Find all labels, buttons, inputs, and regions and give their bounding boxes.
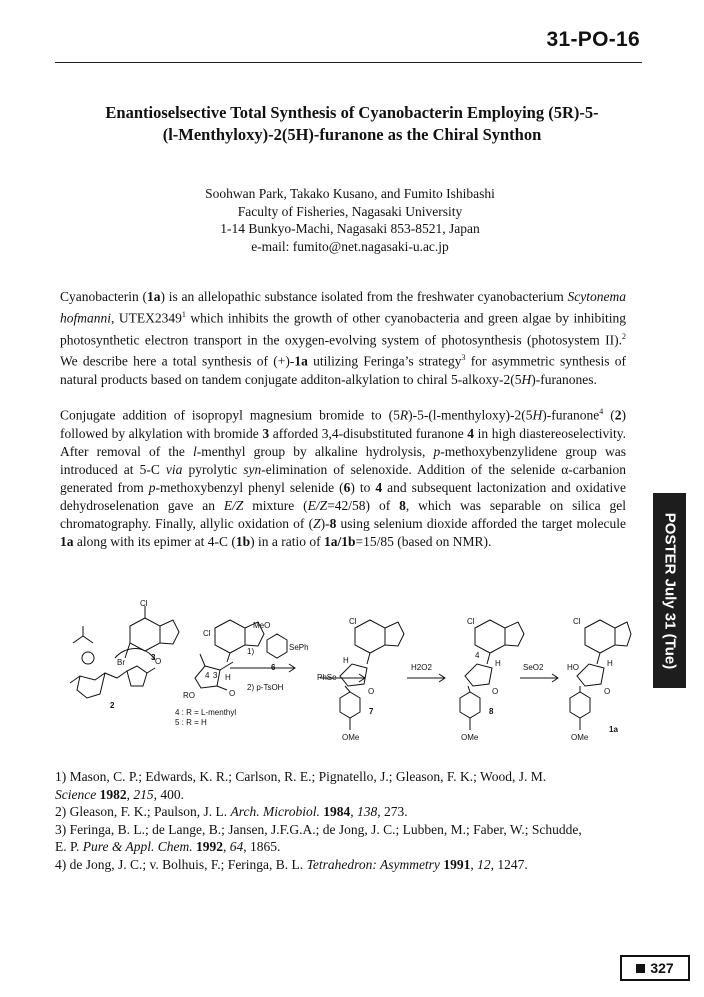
scheme-h-1a: H bbox=[607, 659, 613, 668]
scheme-label-7: 7 bbox=[369, 707, 374, 716]
scheme-label-3: 3 bbox=[151, 653, 156, 662]
scheme-cl-4: Cl bbox=[203, 629, 211, 638]
author-address: 1-14 Bunkyo-Machi, Nagasaki 853-8521, Japan bbox=[220, 221, 480, 236]
scheme-cl-7: Cl bbox=[349, 617, 357, 626]
reference-2: 2) Gleason, F. K.; Paulson, J. L. Arch. Microbiol. 1984, 138, 273. bbox=[55, 804, 408, 819]
scheme-label-2: 2 bbox=[110, 701, 115, 710]
scheme-step1: 1) bbox=[247, 647, 255, 656]
abstract-code: 31-PO-16 bbox=[546, 28, 640, 51]
scheme-num-3: 3 bbox=[213, 671, 218, 680]
page-number-box bbox=[620, 955, 690, 981]
scheme-num-4: 4 bbox=[205, 671, 210, 680]
scheme-o-2: O bbox=[155, 657, 162, 666]
scheme-seph: SePh bbox=[289, 643, 309, 652]
scheme-label-8: 8 bbox=[489, 707, 494, 716]
scheme-h2o2: H2O2 bbox=[411, 663, 432, 672]
title-line-2: (l-Menthyloxy)-2(5H)-furanone as the Chiral Synthon bbox=[162, 125, 542, 144]
scheme-phse: PhSe bbox=[317, 673, 337, 682]
poster-date-tab bbox=[653, 493, 686, 688]
reference-1: 1) Mason, C. P.; Edwards, K. R.; Carlson, R. E.; Pignatello, J.; Gleason, F. K.; Wood, J. M. bbox=[55, 769, 547, 784]
scheme-cl-3: Cl bbox=[140, 599, 148, 608]
scheme-label-6: 6 bbox=[271, 663, 276, 672]
poster-date-label: POSTER July 31 (Tue) bbox=[661, 512, 678, 669]
scheme-meo: MeO bbox=[253, 621, 271, 630]
reference-3: 3) Feringa, B. L.; de Lange, B.; Jansen, J.F.G.A.; de Jong, J. C.; Lubben, M.; Faber, W.; Schudde, bbox=[55, 821, 582, 837]
scheme-label-1a: 1a bbox=[609, 725, 618, 734]
reference-3-cont: E. P. Pure & Appl. Chem. 1992, 64, 1865. bbox=[55, 839, 281, 854]
paragraph-intro: Cyanobacterin (1a) is an allelopathic substance isolated from the freshwater cyanobacterium Scytonema hofmanni, UTEX2349$^1$ which inhibits the growth of other cyanobacteria and green algae by inhibiting photosynthetic electron transport in the oxygen-evolving system of photosynthesis (photosystem II).$^2$ We describe here a total synthesis of (+)-1a utilizing Feringa’s strategy$^3$ for asymmetric synthesis of natural products based on tandem conjugate additon-alkylation to chiral 5-alkoxy-2(5H)-furanones. bbox=[60, 289, 626, 387]
author-block bbox=[150, 185, 550, 255]
scheme-num-4-8: 4 bbox=[475, 651, 480, 660]
scheme-label-5: 5 : R = H bbox=[175, 718, 207, 727]
scheme-o-1a: O bbox=[604, 687, 611, 696]
synthesis-scheme bbox=[55, 598, 635, 753]
scheme-ome-7: OMe bbox=[342, 733, 360, 742]
scheme-h-7: H bbox=[343, 656, 349, 665]
reference-4: 4) de Jong, J. C.; v. Bolhuis, F.; Feringa, B. L. Tetrahedron: Asymmetry 1991, 12, 1247. bbox=[55, 856, 528, 872]
reference-1-cont: Science 1982, 215, 400. bbox=[55, 786, 184, 802]
references bbox=[55, 768, 645, 873]
scheme-cl-1a: Cl bbox=[573, 617, 581, 626]
square-icon bbox=[636, 964, 645, 973]
paper-title bbox=[72, 102, 632, 146]
title-line-1: Enantioselsective Total Synthesis of Cyanobacterin Employing (5R)-5- bbox=[105, 103, 599, 122]
paragraph-synthesis: Conjugate addition of isopropyl magnesium bromide to (5R)-5-(l-menthyloxy)-2(5H)-furanone$^4$ (2) followed by alkylation with bromide 3 afforded 3,4-disubstituted furanone 4 in high diastereoselectivity. After removal of the l-menthyl group by alkaline hydrolysis, p-methoxybenzylidene group was introduced at 5-C via pyrolytic syn-elimination of selenoxide. Addition of the selenide α-carbanion generated from p-methoxybenzyl phenyl selenide (6) to 4 and subsequent lactonization and oxidative dehydroselenation gave an E/Z mixture (E/Z=42/58) of 8, which was separable on silica gel chromatography. Finally, allylic oxidation of (Z)-8 using selenium dioxide afforded the target molecule 1a along with its epimer at 4-C (1b) in a ratio of 1a/1b=15/85 (based on NMR). bbox=[60, 407, 627, 549]
scheme-ome-8: OMe bbox=[461, 733, 479, 742]
scheme-seo2: SeO2 bbox=[523, 663, 544, 672]
scheme-label-4-5: 4 : R = L-menthyl bbox=[175, 708, 237, 717]
scheme-o-8: O bbox=[492, 687, 499, 696]
scheme-o-7: O bbox=[368, 687, 375, 696]
author-names: Soohwan Park, Takako Kusano, and Fumito Ishibashi bbox=[205, 186, 495, 201]
scheme-ome-1a: OMe bbox=[571, 733, 589, 742]
scheme-step2: 2) p-TsOH bbox=[247, 683, 284, 692]
scheme-ro: RO bbox=[183, 691, 195, 700]
scheme-br: Br bbox=[117, 658, 125, 667]
page-number: 327 bbox=[650, 960, 674, 976]
header-rule bbox=[55, 62, 642, 63]
scheme-o-4: O bbox=[229, 689, 236, 698]
scheme-ho: HO bbox=[567, 663, 579, 672]
author-affiliation: Faculty of Fisheries, Nagasaki University bbox=[237, 203, 463, 219]
scheme-h-4: H bbox=[225, 673, 231, 682]
author-email: e-mail: fumito@net.nagasaki-u.ac.jp bbox=[251, 238, 449, 254]
scheme-cl-8: Cl bbox=[467, 617, 475, 626]
scheme-h-8: H bbox=[495, 659, 501, 668]
